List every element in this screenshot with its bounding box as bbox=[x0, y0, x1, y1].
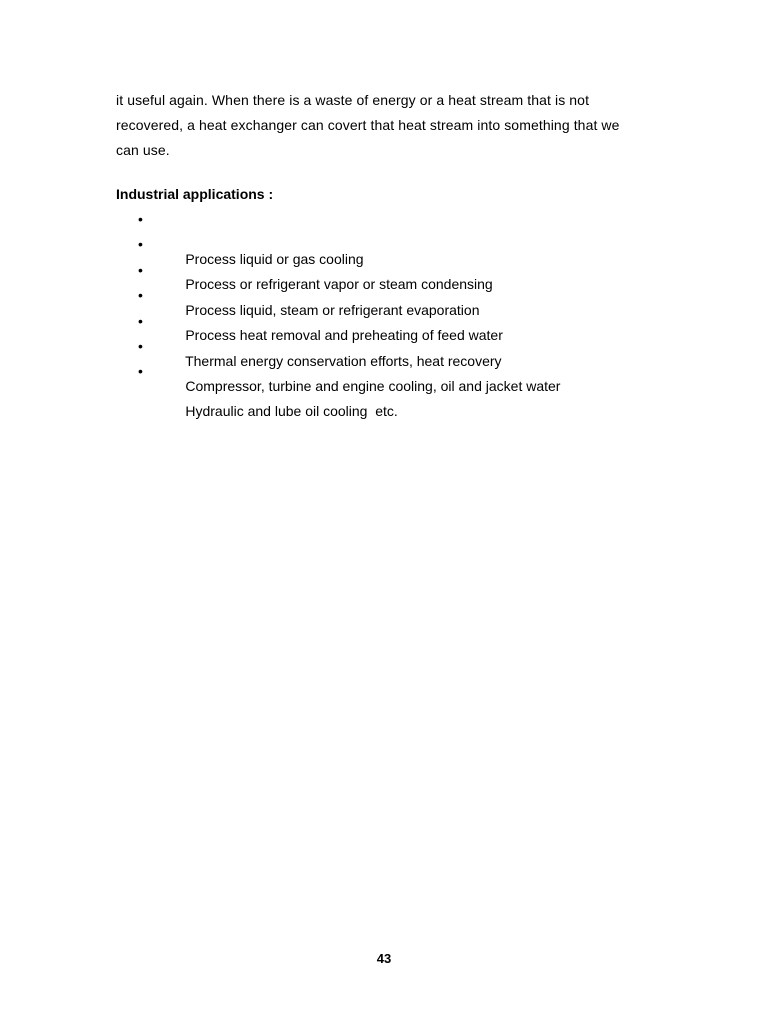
page-number: 43 bbox=[376, 951, 392, 966]
list-item bbox=[116, 361, 560, 420]
list-item-text: Process liquid or gas cooling bbox=[185, 251, 364, 267]
list-item-text: Process or refrigerant vapor or steam condensing bbox=[185, 276, 493, 293]
list-item-text: Hydraulic and lube oil cooling etc. bbox=[185, 403, 398, 420]
body-paragraph bbox=[116, 88, 676, 163]
bullet-icon: • bbox=[138, 287, 143, 304]
paragraph-line: it useful again. When there is a waste of energy or a heat stream that is not bbox=[116, 92, 590, 108]
list-item bbox=[116, 311, 560, 369]
list-item bbox=[116, 336, 561, 394]
section-heading: Industrial applications : bbox=[116, 186, 274, 202]
bullet-icon: • bbox=[138, 363, 143, 380]
list-item-text: Process heat removal and preheating of feed water bbox=[185, 327, 503, 344]
bullet-icon: • bbox=[138, 312, 143, 329]
list-item bbox=[116, 209, 560, 267]
list-item-text: Process liquid, steam or refrigerant evaporation bbox=[185, 301, 480, 318]
list-item bbox=[116, 234, 560, 293]
list-item bbox=[116, 285, 560, 344]
bullet-icon: • bbox=[138, 337, 143, 354]
list-item-text: Compressor, turbine and engine cooling, oil and jacket water bbox=[185, 377, 561, 394]
bullet-icon: • bbox=[138, 236, 143, 253]
paragraph-line: recovered, a heat exchanger can covert that heat stream into something that we bbox=[116, 117, 620, 133]
bullet-icon: • bbox=[138, 261, 143, 278]
list-item-text: Thermal energy conservation efforts, heat recovery bbox=[185, 352, 502, 369]
list-item bbox=[116, 260, 560, 318]
paragraph-line: can use. bbox=[116, 142, 170, 158]
bullet-icon: • bbox=[138, 211, 143, 227]
applications-list bbox=[116, 209, 561, 420]
